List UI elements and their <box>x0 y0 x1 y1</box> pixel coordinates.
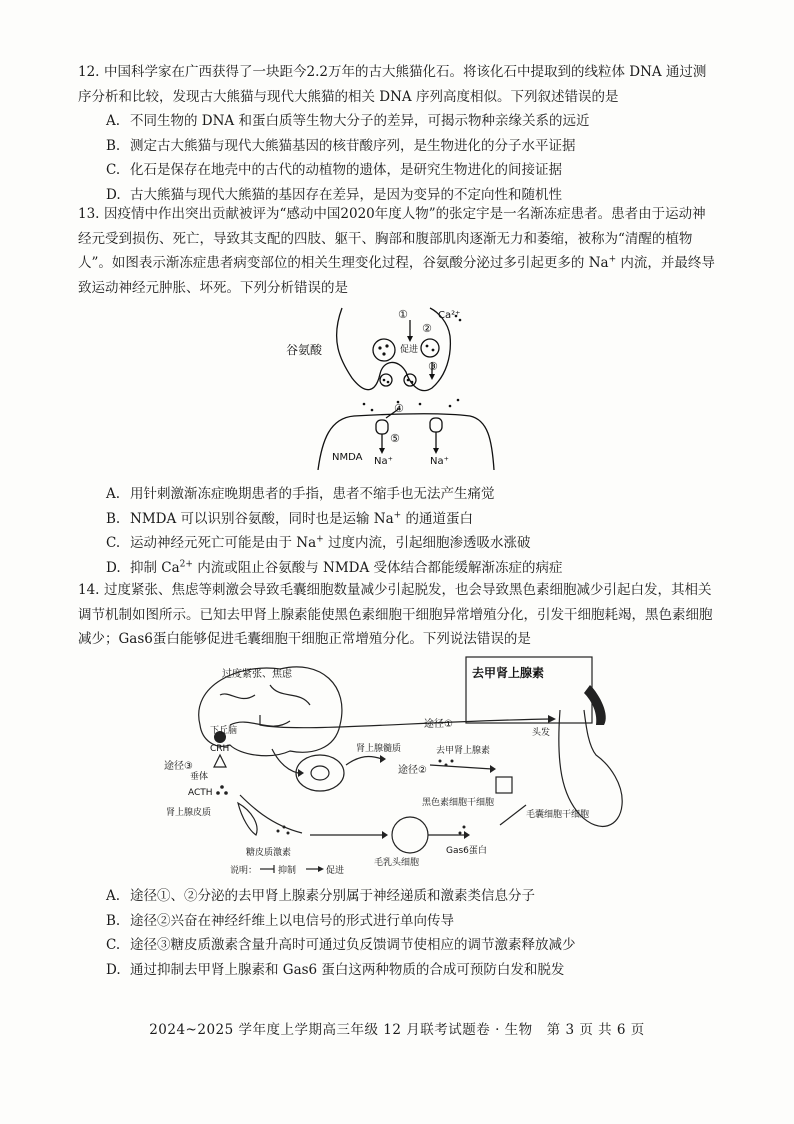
option-c: C. 化石是保存在地壳中的古代的动植物的遗体，是研究生物进化的间接证据 <box>106 162 562 178</box>
label-adrenal-medulla: 肾上腺髓质 <box>356 744 402 754</box>
svg-text:②: ② <box>422 322 432 335</box>
option-b: B. 测定古大熊猫与现代大熊猫基因的核苷酸序列，是生物进化的分子水平证据 <box>106 137 576 154</box>
question-14-options <box>78 884 718 982</box>
option-d: D. 抑制 $Ca^{2+}$ 内流或阻止谷氨酸与 NMDA 受体结合都能缓解渐冻症的病症 <box>106 559 563 576</box>
question-13 <box>78 202 718 300</box>
question-13-options <box>78 482 718 580</box>
synapse-diagram <box>280 300 520 470</box>
svg-text:⑤: ⑤ <box>390 432 400 445</box>
legend-promote: 促进 <box>326 866 345 876</box>
question-number: 12. <box>78 64 100 80</box>
label-papilla: 毛乳头细胞 <box>374 858 420 868</box>
label-hair: 头发 <box>532 728 551 738</box>
label-follicle-stem: 毛囊细胞干细胞 <box>526 810 590 820</box>
option-a: A. 途径①、②分泌的去甲肾上腺素分别属于神经递质和激素类信息分子 <box>106 888 535 904</box>
svg-text:④: ④ <box>394 402 404 415</box>
svg-text:Na⁺: Na⁺ <box>430 456 449 467</box>
question-number: 13. <box>78 206 100 222</box>
hair-regulation-diagram <box>160 655 640 880</box>
legend-inhibit: 抑制 <box>278 866 297 876</box>
label-nmda: NMDA <box>332 452 363 463</box>
option-a: A. 不同生物的 DNA 和蛋白质等生物大分子的差异，可揭示物种亲缘关系的远近 <box>106 113 590 129</box>
label-glucocorticoid: 糖皮质激素 <box>246 848 292 858</box>
label-melanocyte-stem: 黑色素细胞干细胞 <box>422 798 495 808</box>
page-footer: 2024~2025 学年度上学期高三年级 12 月联考试题卷 · 生物 第 3 页 共 6 页 <box>149 1022 645 1038</box>
option-a: A. 用针刺激渐冻症晚期患者的手指，患者不缩手也无法产生痛觉 <box>106 486 495 502</box>
inset-title: 去甲肾上腺素 <box>472 666 545 680</box>
svg-text:Na⁺: Na⁺ <box>374 456 393 467</box>
label-adrenal-cortex: 肾上腺皮质 <box>166 808 212 818</box>
question-14-stem: 14. 过度紧张、焦虑等刺激会导致毛囊细胞数量减少引起脱发，也会导致黑色素细胞减少引起白发，其相关调节机制如图所示。已知去甲肾上腺素能使黑色素细胞干细胞异常增殖分化，引发干细胞耗竭，黑色素细胞减少；Gas6蛋白能够促进毛囊细胞干细胞正常增殖分化。下列说法错误的是 <box>78 578 718 652</box>
svg-text:①: ① <box>398 308 408 321</box>
question-14 <box>78 578 718 652</box>
option-c: C. 途径③糖皮质激素含量升高时可通过负反馈调节使相应的调节激素释放减少 <box>106 937 576 953</box>
label-route-1: 途径① <box>424 719 453 730</box>
svg-text:说明：: 说明： <box>230 866 258 876</box>
svg-text:③: ③ <box>428 360 438 373</box>
label-route-3: 途径③ <box>164 761 193 772</box>
label-norepinephrine: 去甲肾上腺素 <box>436 746 491 756</box>
question-12 <box>78 60 718 207</box>
svg-text:CRH: CRH <box>210 744 230 754</box>
question-number: 14. <box>78 582 100 598</box>
label-promote: 促进 <box>400 345 419 355</box>
question-12-stem: 12. 中国科学家在广西获得了一块距今2.2万年的古大熊猫化石。将该化石中提取到的线粒体 DNA 通过测序分析和比较，发现古大熊猫与现代大熊猫的相关 DNA 序列高度相似。下列叙述错误的是 <box>78 60 718 109</box>
label-route-2: 途径② <box>398 765 427 776</box>
label-hypothalamus: 下丘脑 <box>210 726 238 736</box>
label-stress: 过度紧张、焦虑 <box>222 669 292 680</box>
svg-text:ACTH: ACTH <box>188 788 213 798</box>
option-d: D. 古大熊猫与现代大熊猫的基因存在差异，是因为变异的不定向性和随机性 <box>106 186 562 203</box>
label-gas6: Gas6蛋白 <box>446 846 487 856</box>
label-glutamate: 谷氨酸 <box>286 343 323 357</box>
option-b: B. 途径②兴奋在神经纤维上以电信号的形式进行单向传导 <box>106 912 454 929</box>
option-b: B. NMDA 可以识别谷氨酸，同时也是运输 Na+ 的通道蛋白 <box>106 510 473 527</box>
option-c: C. 运动神经元死亡可能是由于 Na+ 过度内流，引起细胞渗透吸水涨破 <box>106 534 531 551</box>
label-calcium: Ca²⁺ <box>438 310 461 321</box>
label-pituitary: 垂体 <box>190 772 209 782</box>
option-d: D. 通过抑制去甲肾上腺素和 Gas6 蛋白这两种物质的合成可预防白发和脱发 <box>106 961 565 978</box>
question-13-stem: 13. 因疫情中作出突出贡献被评为“感动中国2020年度人物”的张定宇是一名渐冻症患者。患者由于运动神经元受到损伤、死亡，导致其支配的四肢、躯干、胸部和腹部肌肉逐渐无力和萎缩，被称为“清醒的植物人”。如图表示渐冻症患者病变部位的相关生理变化过程，谷氨酸分泌过多引起更多的 Na+ 内流，并最终导致运动神经元肿胀、坏死。下列分析错误的是 <box>78 202 718 300</box>
